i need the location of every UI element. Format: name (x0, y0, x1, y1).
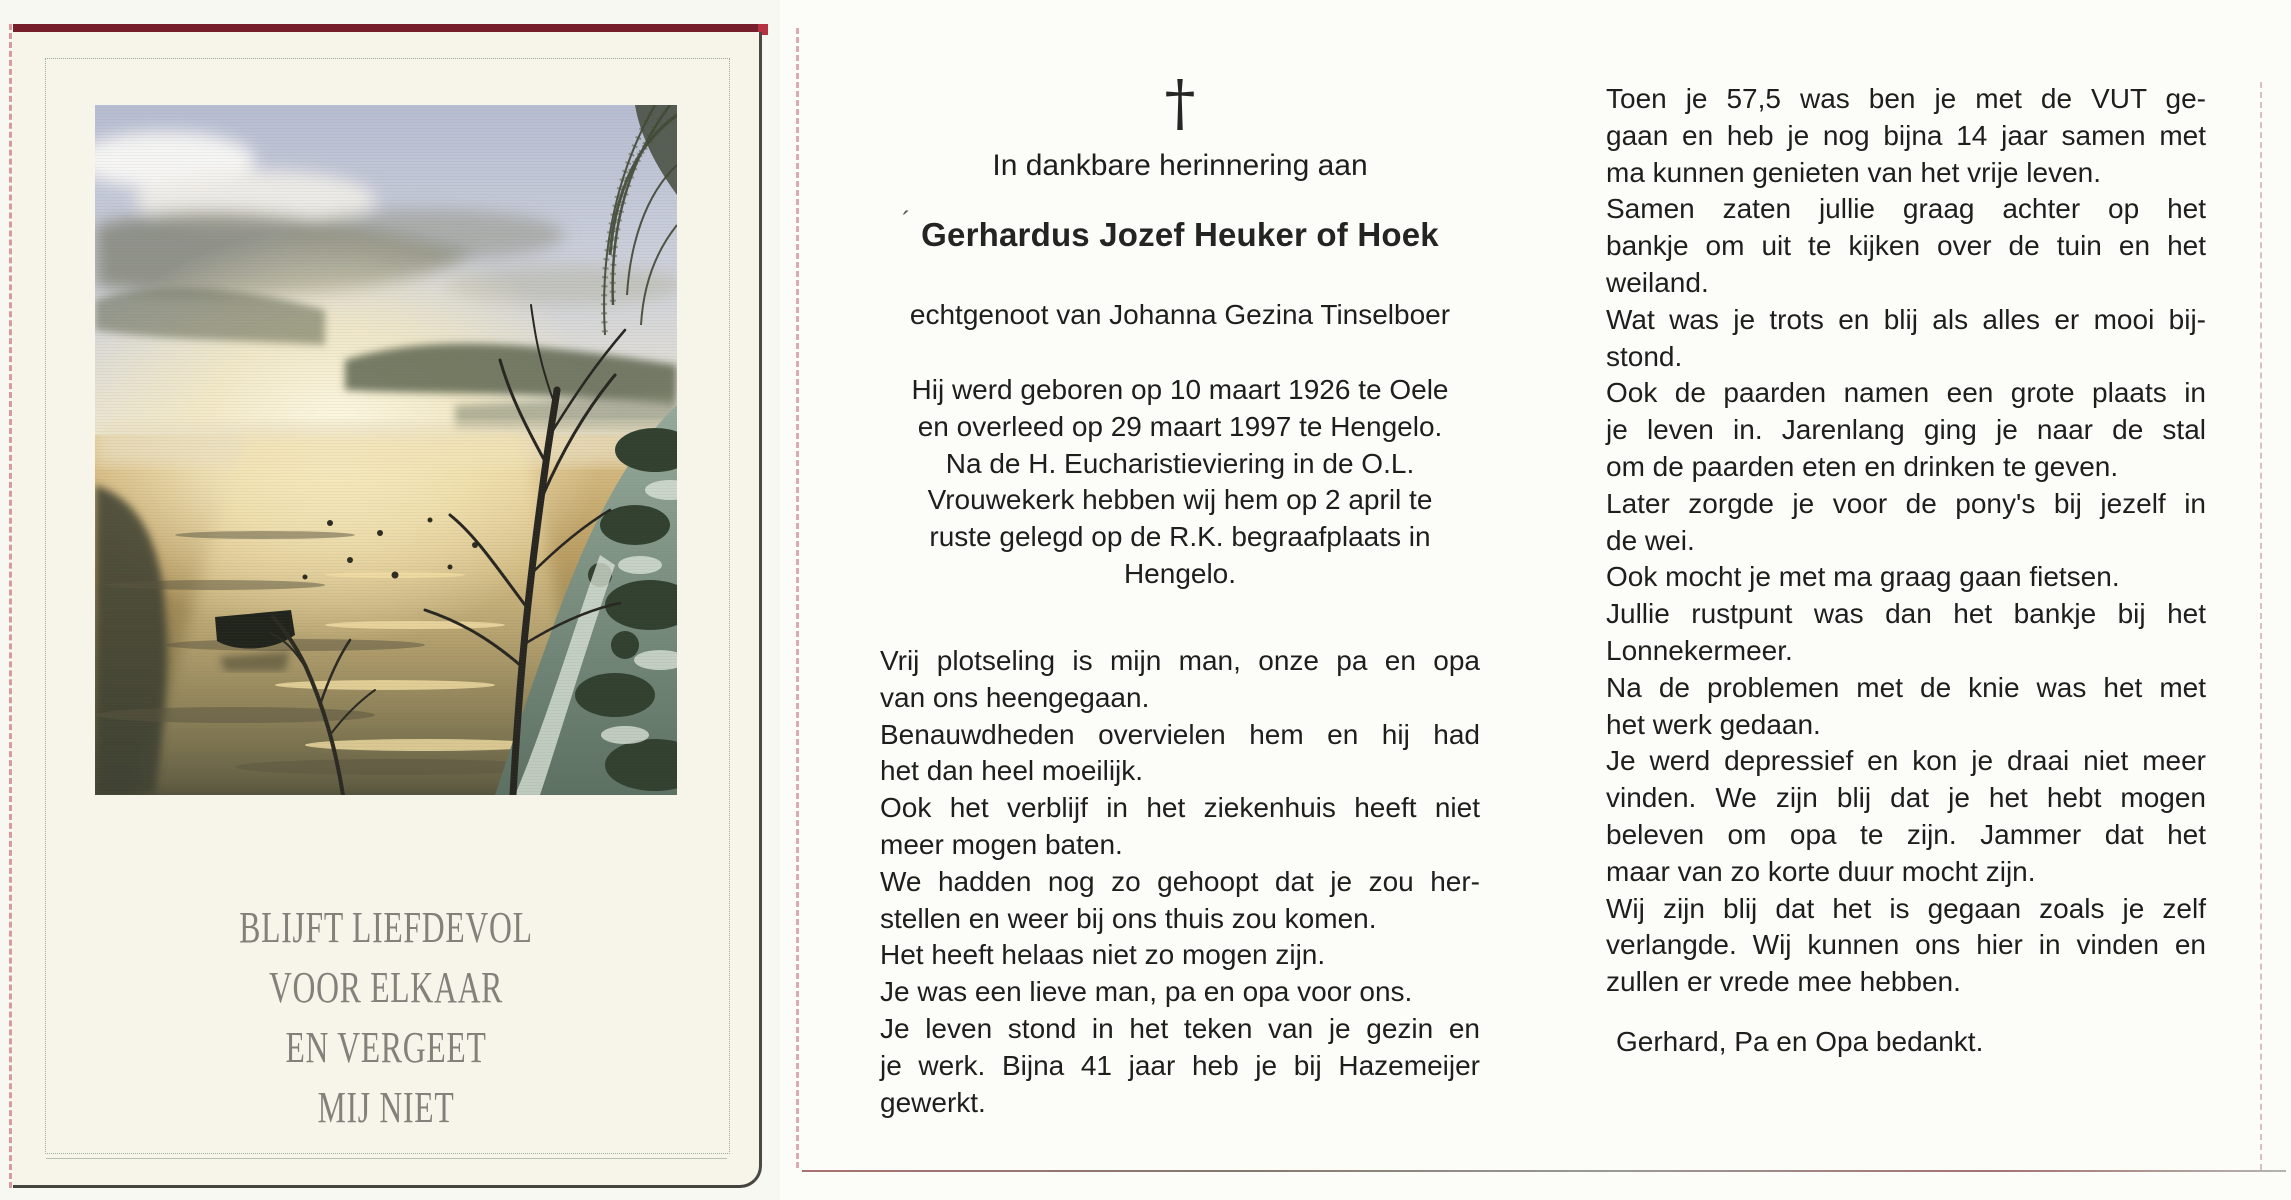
text-line: verlangde. Wij kunnen ons hier in vinden en (1606, 929, 2206, 961)
text-line: Benauwdheden overvielen hem en hij had (880, 718, 1480, 750)
text-line: je werk. Bijna 41 jaar heb je bij Hazemeijer (880, 1049, 1480, 1081)
text-line: het dan heel moeilijk. (880, 755, 1144, 787)
text-line: bankje om uit te kijken over de tuin en het (1606, 230, 2206, 262)
scan-right-edge-line (2260, 82, 2262, 1170)
text-line: de wei. (1606, 524, 1695, 556)
sunset-lake-photo-art (95, 105, 677, 795)
text-line: We hadden nog zo gehoopt dat je zou her- (880, 865, 1480, 897)
front-cover-card (13, 32, 762, 1188)
card-inner-frame-bottom-line (46, 1158, 727, 1159)
text-line: weiland. (1606, 266, 1709, 298)
deceased-name: Gerhardus Jozef Heuker of Hoek (921, 216, 1439, 253)
tribute-paragraph-right (1606, 81, 2206, 1001)
memorial-text-left-page (880, 0, 1480, 1200)
text-line: Wat was je trots en blij als alles er mooi bij- (1606, 303, 2206, 335)
text-line: om de paarden eten en drinken te geven. (1606, 450, 2119, 482)
text-line: en overleed op 29 maart 1997 te Hengelo. (917, 410, 1443, 442)
cross-icon: † (1164, 66, 1196, 139)
text-line: Het heeft helaas niet zo mogen zijn. (880, 939, 1326, 971)
text-line: Ook mocht je met ma graag gaan fietsen. (1606, 561, 2120, 593)
text-line: Later zorgde je voor de pony's bij jezelf in (1606, 487, 2206, 519)
text-line: het werk gedaan. (1606, 708, 1821, 740)
text-line: Na de H. Eucharistieviering in de O.L. (945, 447, 1415, 479)
text-line: Je leven stond in het teken van je gezin en (880, 1012, 1480, 1044)
text-line: meer mogen baten. (880, 828, 1123, 860)
text-line: Na de problemen met de knie was het met (1606, 671, 2206, 703)
text-line: beleven om opa te zijn. Jammer dat het (1606, 818, 2206, 850)
text-line: Vrouwekerk hebben wij hem op 2 april te (927, 484, 1433, 516)
text-line: ma kunnen genieten van het vrije leven. (1606, 156, 2101, 188)
card-left-edge-line (9, 24, 12, 1188)
memorial-text-right-page (1606, 0, 2206, 1200)
card-caption (95, 898, 677, 1138)
text-line: Toen je 57,5 was ben je met de VUT ge- (1606, 83, 2206, 114)
text-line: ruste gelegd op de R.K. begraafplaats in (929, 521, 1431, 553)
card-top-border (13, 24, 766, 32)
text-line: BLIJFT LIEFDEVOL (239, 903, 533, 952)
text-line: Hij werd geboren op 10 maart 1926 te Oele (911, 374, 1449, 405)
relation-line: echtgenoot van Johanna Gezina Tinselboer (909, 299, 1451, 330)
text-line: je leven in. Jarenlang ging je naar de stal (1606, 414, 2206, 446)
text-line: Samen zaten jullie graag achter op het (1606, 193, 2206, 225)
text-line: MIJ NIET (317, 1083, 455, 1132)
text-line: Lonnekermeer. (1606, 634, 1793, 666)
text-line: stond. (1606, 340, 1683, 372)
text-line: VOOR ELKAAR (268, 963, 504, 1012)
text-line: gewerkt. (880, 1086, 986, 1118)
text-line: van ons heengegaan. (880, 681, 1150, 713)
intro-line: In dankbare herinnering aan (992, 149, 1368, 182)
text-line: Hengelo. (1123, 557, 1237, 589)
text-line: stellen en weer bij ons thuis zou komen. (880, 902, 1377, 934)
tribute-paragraph-left (880, 643, 1480, 1121)
scan-artifact-mark: ´ (902, 206, 911, 236)
text-line: zullen er vrede mee hebben. (1606, 966, 1961, 998)
text-line: Vrij plotseling is mijn man, onze pa en opa (880, 645, 1480, 676)
text-line: Ook de paarden namen een grote plaats in (1606, 377, 2206, 409)
text-line: Ook het verblijf in het ziekenhuis heeft niet (880, 792, 1480, 824)
text-line: Je was een lieve man, pa en opa voor ons. (880, 976, 1413, 1008)
text-line: maar van zo korte duur mocht zijn. (1606, 855, 2036, 887)
text-line: Jullie rustpunt was dan het bankje bij het (1606, 598, 2206, 630)
sunset-lake-photo (95, 105, 677, 795)
text-line: EN VERGEET (285, 1023, 487, 1072)
scan-bottom-line (802, 1170, 2286, 1172)
life-dates-paragraph (880, 372, 1480, 593)
page-fold-line (796, 28, 799, 1168)
closing-line: Gerhard, Pa en Opa bedankt. (1616, 1026, 1984, 1057)
text-line: Wij zijn blij dat het is gegaan zoals je zelf (1606, 892, 2206, 924)
text-line: gaan en heb je nog bijna 14 jaar samen met (1606, 119, 2206, 151)
text-line: Je werd depressief en kon je draai niet meer (1606, 745, 2206, 777)
text-line: vinden. We zijn blij dat je het hebt mogen (1606, 782, 2206, 814)
